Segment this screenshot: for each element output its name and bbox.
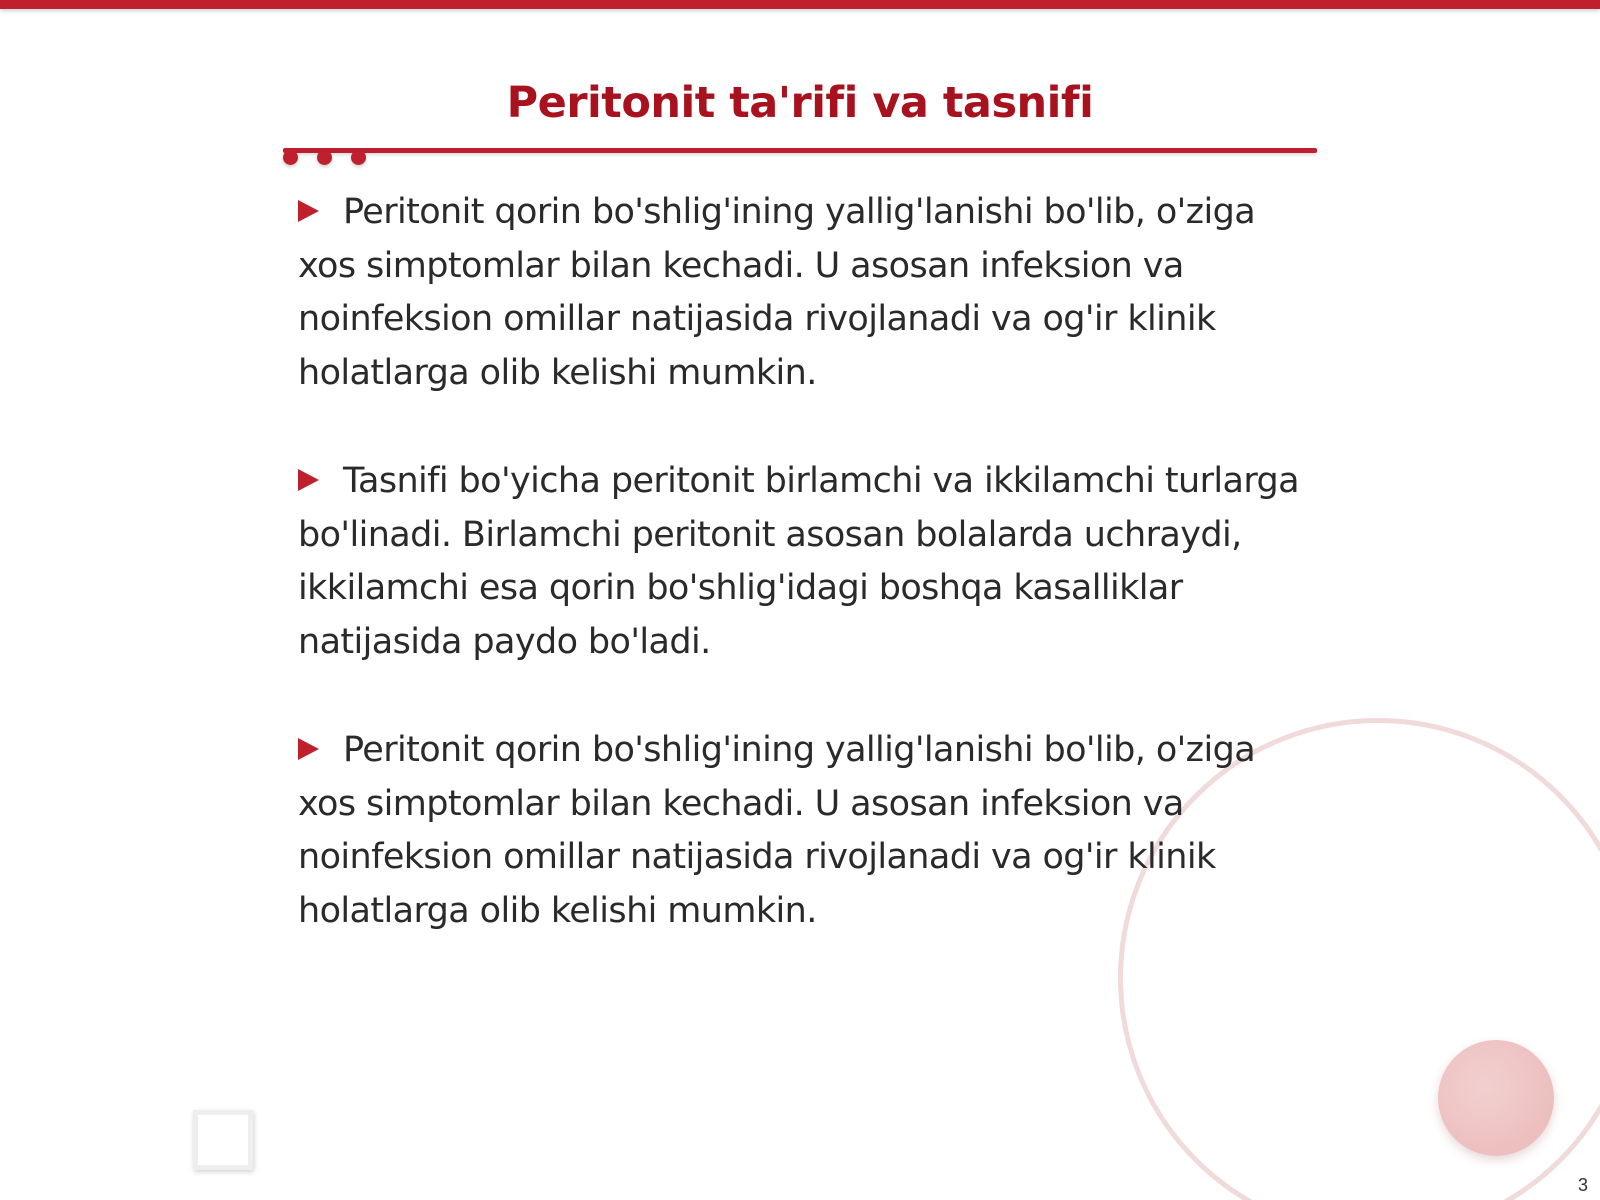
slide-title: Peritonit ta'rifi va tasnifi <box>506 78 1094 128</box>
bullet-text: Tasnifi bo'yicha peritonit birlamchi va ikkilamchi turlarga bo'linadi. Birlamchi peritonit asosan bolalarda uchraydi, ikkilamchi esa qorin bo'shlig'idagi boshqa kasalliklar natijasida paydo bo'ladi. <box>298 461 1299 662</box>
decorative-dot <box>351 150 366 165</box>
bullet-paragraph <box>298 186 1308 400</box>
decorative-square <box>193 1110 253 1170</box>
triangle-right-bullet-icon <box>298 469 319 491</box>
title-dots-decoration <box>283 150 373 168</box>
top-accent-bar <box>0 0 1600 9</box>
decorative-dot <box>283 150 298 165</box>
bullet-text: Peritonit qorin bo'shlig'ining yallig'lanishi bo'lib, o'ziga xos simptomlar bilan kechadi. U asosan infeksion va noinfeksion omillar natijasida rivojlanadi va og'ir klinik holatlarga olib kelishi mumkin. <box>298 192 1256 393</box>
decorative-disc <box>1438 1040 1554 1156</box>
page-number: 3 <box>1577 1175 1588 1195</box>
triangle-right-bullet-icon <box>298 200 319 222</box>
bullet-paragraph <box>298 724 1308 938</box>
title-underline <box>283 148 1317 153</box>
decorative-dot <box>317 150 332 165</box>
bullet-text: Peritonit qorin bo'shlig'ining yallig'lanishi bo'lib, o'ziga xos simptomlar bilan kechadi. U asosan infeksion va noinfeksion omillar natijasida rivojlanadi va og'ir klinik holatlarga olib kelishi mumkin. <box>298 730 1256 931</box>
bullet-paragraph <box>298 455 1308 669</box>
bullet-list <box>298 186 1308 993</box>
triangle-right-bullet-icon <box>298 738 319 760</box>
